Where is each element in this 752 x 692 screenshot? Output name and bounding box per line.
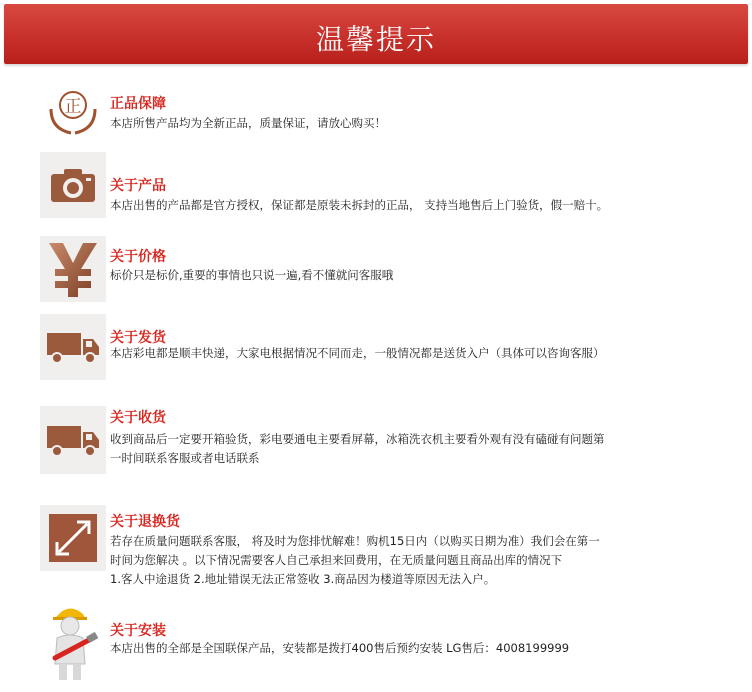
delivery-truck-icon: [40, 314, 106, 380]
section-line: 一时间联系客服或者电话联系: [110, 451, 260, 465]
section-title: 关于退换货: [110, 514, 180, 530]
section-title: 正品保障: [110, 96, 166, 112]
section-title: 关于收货: [110, 410, 166, 426]
section-line: 收到商品后一定要开箱验货，彩电要通电主要看屏幕，冰箱洗衣机主要看外观有没有磕碰有问题第: [110, 432, 605, 446]
exchange-arrow-icon: [40, 505, 106, 571]
section-line: 本店彩电都是顺丰快递，大家电根据情况不同而走，一般情况都是送货入户（具体可以咨询客服）: [110, 346, 605, 360]
section-title: 关于产品: [110, 178, 166, 194]
receiving-truck-icon: [40, 406, 106, 474]
section-line: 标价只是标价,重要的事情也只说一遍,看不懂就问客服哦: [110, 268, 394, 282]
header-banner: [4, 4, 748, 64]
section-line: 若存在质量问题联系客服， 将及时为您排忧解难！购机15日内（以购买日期为准）我们会在第一: [110, 534, 600, 548]
installer-worker-icon: [40, 602, 106, 682]
svg-text:正: 正: [64, 97, 82, 117]
section-line: 时间为您解决 。以下情况需要客人自己承担来回费用，在无质量问题且商品出库的情况下: [110, 553, 563, 567]
section-line: 本店所售产品均为全新正品，质量保证，请放心购买！: [110, 116, 386, 130]
section-line: 本店出售的全部是全国联保产品，安装都是拨打400售后预约安装 LG售后：4008199999: [110, 641, 570, 655]
section-line: 1.客人中途退货 2.地址错误无法正常签收 3.商品因为楼道等原因无法入户。: [110, 572, 496, 586]
section-title: 关于发货: [110, 330, 166, 346]
yen-icon: [40, 236, 106, 302]
section-title: 关于安装: [110, 623, 166, 639]
camera-icon: [40, 152, 106, 218]
section-line: 本店出售的产品都是官方授权，保证都是原装未拆封的正品， 支持当地售后上门验货，假一赔十。: [110, 198, 609, 212]
genuine-hands-icon: [40, 80, 106, 146]
page-title: 温馨提示: [315, 23, 436, 56]
section-title: 关于价格: [110, 249, 166, 265]
